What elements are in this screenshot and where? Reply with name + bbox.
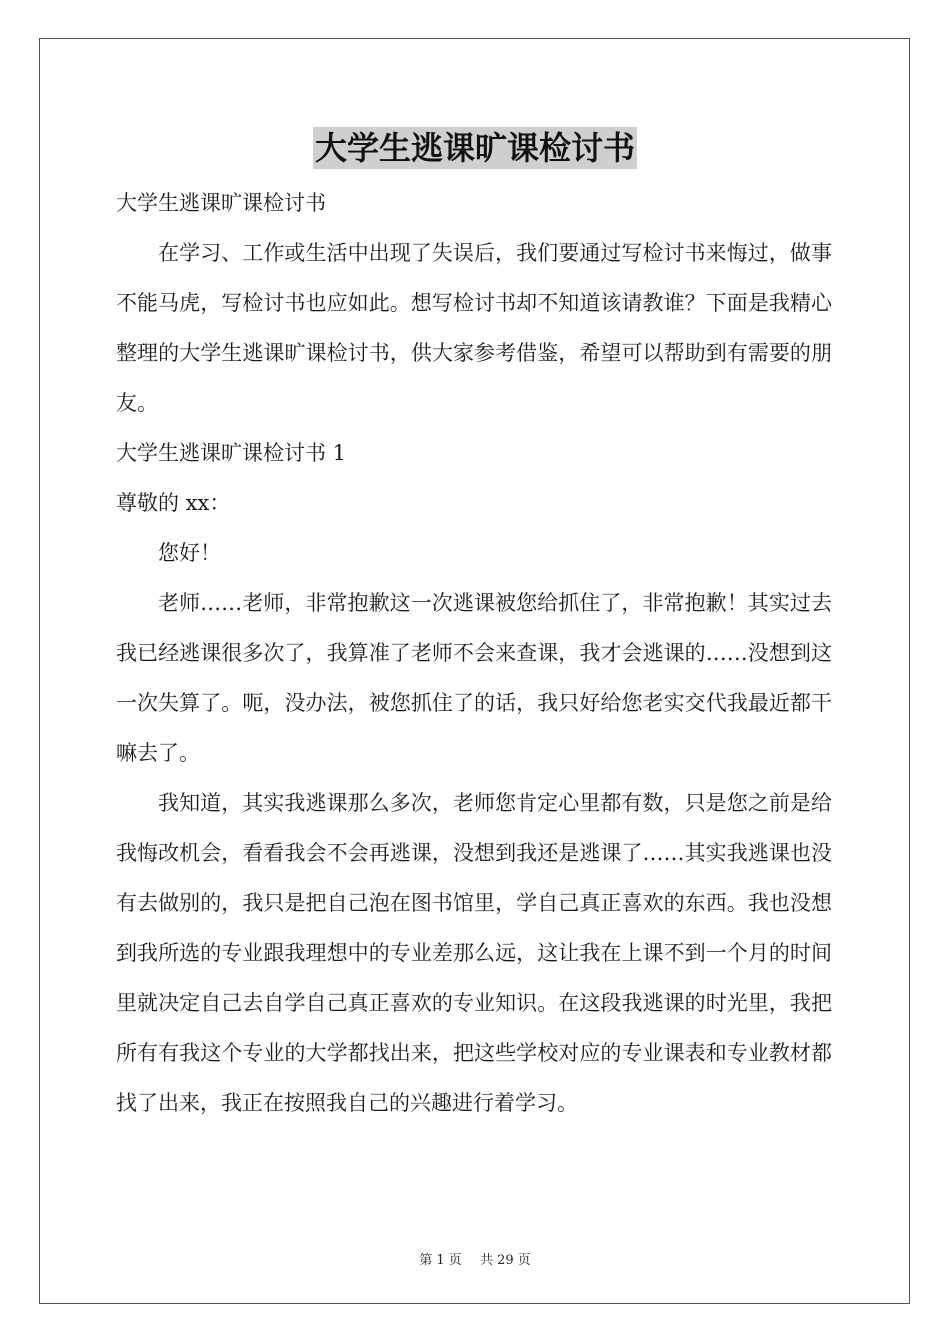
paragraph-intro: 在学习、工作或生活中出现了失误后，我们要通过写检讨书来悔过，做事不能马虎，写检讨书也应如此。想写检讨书却不知道该请教谁？下面是我精心整理的大学生逃课旷课检讨书，供大家参考借鉴，希望可以帮助到有需要的朋友。 [116,241,832,415]
paragraph-subtitle: 大学生逃课旷课检讨书 [116,191,326,215]
paragraph-greeting: 您好！ [158,541,221,565]
document-title: 大学生逃课旷课检讨书 [314,129,635,167]
page-footer [0,1249,950,1268]
paragraph-section-heading: 大学生逃课旷课检讨书 1 [116,441,347,465]
paragraph-salutation: 尊敬的 xx： [116,491,231,515]
document-body [116,178,832,1128]
page-number: 第 1 页 [419,1253,462,1268]
page-total: 共 29 页 [479,1253,531,1268]
title-container [0,127,950,169]
paragraph-explanation: 我知道，其实我逃课那么多次，老师您肯定心里都有数，只是您之前是给我悔改机会，看看我会不会再逃课，没想到我还是逃课了……其实我逃课也没有去做别的，我只是把自己泡在图书馆里，学自己真正喜欢的东西。我也没想到我所选的专业跟我理想中的专业差那么远，这让我在上课不到一个月的时间里就决定自己去自学自己真正喜欢的专业知识。在这段我逃课的时光里，我把所有有我这个专业的大学都找出来，把这些学校对应的专业课表和专业教材都找了出来，我正在按照我自己的兴趣进行着学习。 [116,791,832,1115]
paragraph-apology: 老师……老师，非常抱歉这一次逃课被您给抓住了，非常抱歉！其实过去我已经逃课很多次了，我算准了老师不会来查课，我才会逃课的……没想到这一次失算了。呃，没办法，被您抓住了的话，我只好给您老实交代我最近都干嘛去了。 [116,591,832,765]
